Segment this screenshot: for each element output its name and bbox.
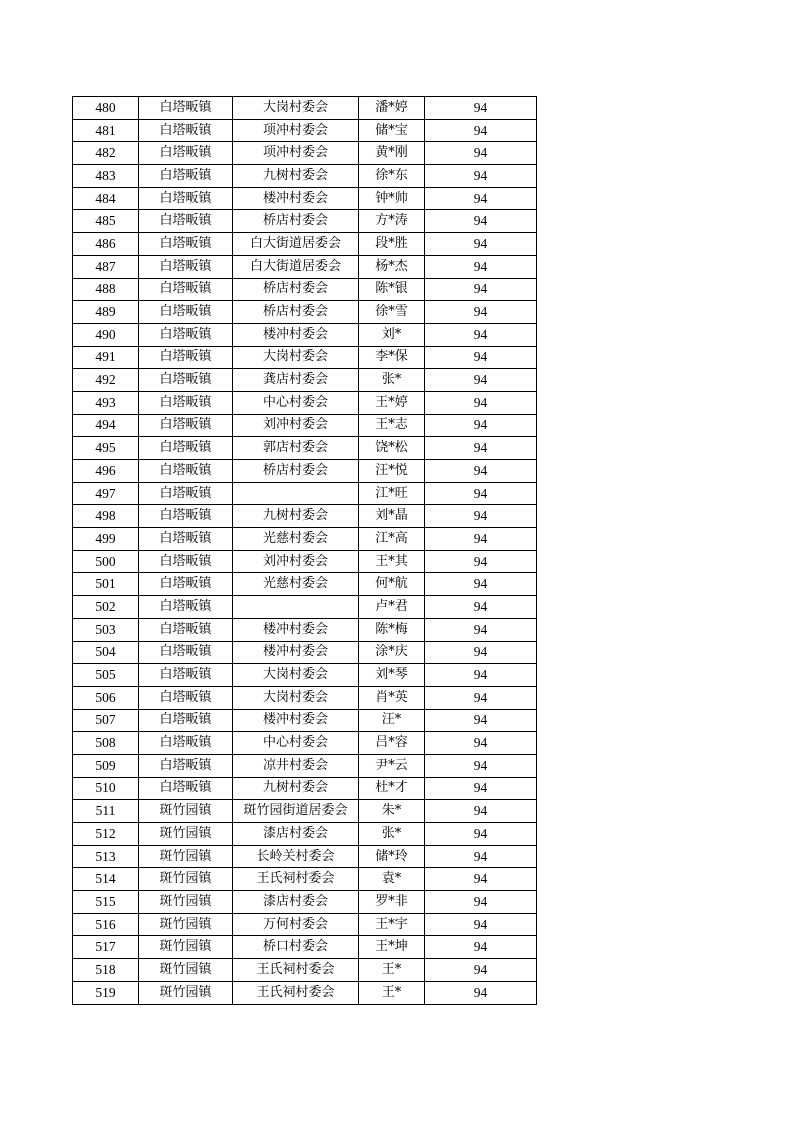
town-cell: 白塔畈镇 (139, 618, 233, 641)
person-name-cell: 陈*梅 (359, 618, 425, 641)
person-name-cell: 王*志 (359, 414, 425, 437)
score-cell: 94 (425, 709, 537, 732)
score-cell: 94 (425, 414, 537, 437)
table-row (73, 868, 537, 891)
score-cell: 94 (425, 97, 537, 120)
row-number-cell: 489 (73, 301, 139, 324)
table-row (73, 845, 537, 868)
row-number-cell: 506 (73, 686, 139, 709)
score-cell: 94 (425, 301, 537, 324)
village-cell: 中心村委会 (233, 391, 359, 414)
table-row (73, 278, 537, 301)
row-number-cell: 505 (73, 664, 139, 687)
village-cell: 楼冲村委会 (233, 618, 359, 641)
person-name-cell: 涂*庆 (359, 641, 425, 664)
table-row (73, 936, 537, 959)
village-cell: 桥店村委会 (233, 301, 359, 324)
town-cell: 白塔畈镇 (139, 709, 233, 732)
town-cell: 白塔畈镇 (139, 187, 233, 210)
row-number-cell: 500 (73, 550, 139, 573)
person-name-cell: 汪* (359, 709, 425, 732)
table-row (73, 709, 537, 732)
score-cell: 94 (425, 641, 537, 664)
table-row (73, 119, 537, 142)
village-cell: 王氏祠村委会 (233, 959, 359, 982)
score-cell: 94 (425, 482, 537, 505)
village-cell: 桥口村委会 (233, 936, 359, 959)
person-name-cell: 徐*雪 (359, 301, 425, 324)
town-cell: 斑竹园镇 (139, 936, 233, 959)
table-row (73, 981, 537, 1004)
table-row (73, 210, 537, 233)
score-cell: 94 (425, 664, 537, 687)
person-name-cell: 储*宝 (359, 119, 425, 142)
row-number-cell: 485 (73, 210, 139, 233)
town-cell: 白塔畈镇 (139, 210, 233, 233)
person-name-cell: 杜*才 (359, 777, 425, 800)
row-number-cell: 502 (73, 596, 139, 619)
town-cell: 白塔畈镇 (139, 641, 233, 664)
table-row (73, 913, 537, 936)
person-name-cell: 王* (359, 981, 425, 1004)
table-row (73, 142, 537, 165)
row-number-cell: 493 (73, 391, 139, 414)
score-cell: 94 (425, 391, 537, 414)
score-cell: 94 (425, 777, 537, 800)
row-number-cell: 515 (73, 891, 139, 914)
score-cell: 94 (425, 686, 537, 709)
table-row (73, 391, 537, 414)
village-cell: 项冲村委会 (233, 119, 359, 142)
town-cell: 斑竹园镇 (139, 800, 233, 823)
town-cell: 白塔畈镇 (139, 119, 233, 142)
village-cell: 白大街道居委会 (233, 233, 359, 256)
town-cell: 斑竹园镇 (139, 845, 233, 868)
table-row (73, 482, 537, 505)
village-cell: 楼冲村委会 (233, 187, 359, 210)
table-row (73, 596, 537, 619)
table-row (73, 165, 537, 188)
table-row (73, 641, 537, 664)
village-cell: 楼冲村委会 (233, 323, 359, 346)
village-cell: 长岭关村委会 (233, 845, 359, 868)
town-cell: 白塔畈镇 (139, 165, 233, 188)
person-name-cell: 饶*松 (359, 437, 425, 460)
town-cell: 白塔畈镇 (139, 437, 233, 460)
town-cell: 斑竹园镇 (139, 959, 233, 982)
score-cell: 94 (425, 346, 537, 369)
village-cell (233, 596, 359, 619)
score-cell: 94 (425, 460, 537, 483)
village-cell: 大岗村委会 (233, 346, 359, 369)
score-cell: 94 (425, 845, 537, 868)
village-cell: 桥店村委会 (233, 460, 359, 483)
person-name-cell: 刘* (359, 323, 425, 346)
score-cell: 94 (425, 142, 537, 165)
row-number-cell: 497 (73, 482, 139, 505)
score-cell: 94 (425, 369, 537, 392)
table-row (73, 323, 537, 346)
person-name-cell: 陈*银 (359, 278, 425, 301)
town-cell: 白塔畈镇 (139, 346, 233, 369)
town-cell: 白塔畈镇 (139, 142, 233, 165)
village-cell: 九树村委会 (233, 777, 359, 800)
score-cell: 94 (425, 754, 537, 777)
village-cell: 楼冲村委会 (233, 641, 359, 664)
table-row (73, 346, 537, 369)
village-cell: 凉井村委会 (233, 754, 359, 777)
village-cell: 楼冲村委会 (233, 709, 359, 732)
town-cell: 白塔畈镇 (139, 255, 233, 278)
person-name-cell: 黄*刚 (359, 142, 425, 165)
row-number-cell: 513 (73, 845, 139, 868)
village-cell: 万何村委会 (233, 913, 359, 936)
town-cell: 白塔畈镇 (139, 414, 233, 437)
village-cell: 王氏祠村委会 (233, 981, 359, 1004)
score-cell: 94 (425, 891, 537, 914)
town-cell: 白塔畈镇 (139, 369, 233, 392)
village-cell: 中心村委会 (233, 732, 359, 755)
town-cell: 白塔畈镇 (139, 482, 233, 505)
town-cell: 白塔畈镇 (139, 233, 233, 256)
village-cell: 刘冲村委会 (233, 550, 359, 573)
score-cell: 94 (425, 437, 537, 460)
table-row (73, 460, 537, 483)
table-row (73, 369, 537, 392)
row-number-cell: 514 (73, 868, 139, 891)
row-number-cell: 487 (73, 255, 139, 278)
village-cell: 白大街道居委会 (233, 255, 359, 278)
table-row (73, 97, 537, 120)
person-name-cell: 刘*晶 (359, 505, 425, 528)
village-cell (233, 482, 359, 505)
score-cell: 94 (425, 528, 537, 551)
score-cell: 94 (425, 913, 537, 936)
village-cell: 光慈村委会 (233, 528, 359, 551)
town-cell: 白塔畈镇 (139, 573, 233, 596)
person-name-cell: 朱* (359, 800, 425, 823)
person-name-cell: 张* (359, 369, 425, 392)
town-cell: 白塔畈镇 (139, 664, 233, 687)
score-cell: 94 (425, 981, 537, 1004)
person-name-cell: 王*婷 (359, 391, 425, 414)
village-cell: 大岗村委会 (233, 664, 359, 687)
row-number-cell: 491 (73, 346, 139, 369)
table-row (73, 437, 537, 460)
person-name-cell: 王*其 (359, 550, 425, 573)
row-number-cell: 517 (73, 936, 139, 959)
person-name-cell: 王* (359, 959, 425, 982)
score-cell: 94 (425, 187, 537, 210)
village-cell: 光慈村委会 (233, 573, 359, 596)
row-number-cell: 504 (73, 641, 139, 664)
table-row (73, 233, 537, 256)
table-row (73, 187, 537, 210)
town-cell: 斑竹园镇 (139, 823, 233, 846)
person-name-cell: 杨*杰 (359, 255, 425, 278)
town-cell: 白塔畈镇 (139, 550, 233, 573)
person-name-cell: 罗*非 (359, 891, 425, 914)
town-cell: 斑竹园镇 (139, 891, 233, 914)
row-number-cell: 519 (73, 981, 139, 1004)
table-row (73, 528, 537, 551)
row-number-cell: 498 (73, 505, 139, 528)
score-cell: 94 (425, 233, 537, 256)
person-name-cell: 袁* (359, 868, 425, 891)
village-cell: 漆店村委会 (233, 891, 359, 914)
person-name-cell: 钟*帅 (359, 187, 425, 210)
table-row (73, 414, 537, 437)
score-cell: 94 (425, 165, 537, 188)
score-cell: 94 (425, 323, 537, 346)
row-number-cell: 508 (73, 732, 139, 755)
person-name-cell: 储*玲 (359, 845, 425, 868)
score-cell: 94 (425, 255, 537, 278)
town-cell: 白塔畈镇 (139, 391, 233, 414)
row-number-cell: 490 (73, 323, 139, 346)
row-number-cell: 501 (73, 573, 139, 596)
row-number-cell: 503 (73, 618, 139, 641)
row-number-cell: 511 (73, 800, 139, 823)
person-name-cell: 张* (359, 823, 425, 846)
town-cell: 白塔畈镇 (139, 596, 233, 619)
village-cell: 王氏祠村委会 (233, 868, 359, 891)
village-cell: 龚店村委会 (233, 369, 359, 392)
table-row (73, 754, 537, 777)
score-cell: 94 (425, 959, 537, 982)
row-number-cell: 512 (73, 823, 139, 846)
roster-table-body (73, 97, 537, 1005)
town-cell: 白塔畈镇 (139, 97, 233, 120)
score-cell: 94 (425, 868, 537, 891)
person-name-cell: 何*航 (359, 573, 425, 596)
person-name-cell: 汪*悦 (359, 460, 425, 483)
person-name-cell: 江*高 (359, 528, 425, 551)
town-cell: 斑竹园镇 (139, 868, 233, 891)
village-cell: 郭店村委会 (233, 437, 359, 460)
person-name-cell: 肖*英 (359, 686, 425, 709)
score-cell: 94 (425, 278, 537, 301)
row-number-cell: 482 (73, 142, 139, 165)
person-name-cell: 方*涛 (359, 210, 425, 233)
town-cell: 白塔畈镇 (139, 323, 233, 346)
roster-table (72, 96, 537, 1005)
row-number-cell: 510 (73, 777, 139, 800)
town-cell: 斑竹园镇 (139, 913, 233, 936)
score-cell: 94 (425, 732, 537, 755)
row-number-cell: 518 (73, 959, 139, 982)
table-row (73, 301, 537, 324)
row-number-cell: 492 (73, 369, 139, 392)
score-cell: 94 (425, 119, 537, 142)
row-number-cell: 481 (73, 119, 139, 142)
table-row (73, 505, 537, 528)
person-name-cell: 卢*君 (359, 596, 425, 619)
table-row (73, 823, 537, 846)
person-name-cell: 徐*东 (359, 165, 425, 188)
village-cell: 九树村委会 (233, 505, 359, 528)
table-row (73, 618, 537, 641)
row-number-cell: 480 (73, 97, 139, 120)
table-row (73, 732, 537, 755)
table-row (73, 686, 537, 709)
village-cell: 桥店村委会 (233, 278, 359, 301)
person-name-cell: 吕*容 (359, 732, 425, 755)
town-cell: 白塔畈镇 (139, 505, 233, 528)
score-cell: 94 (425, 573, 537, 596)
person-name-cell: 王*坤 (359, 936, 425, 959)
table-row (73, 573, 537, 596)
person-name-cell: 江*旺 (359, 482, 425, 505)
row-number-cell: 494 (73, 414, 139, 437)
person-name-cell: 王*宇 (359, 913, 425, 936)
person-name-cell: 尹*云 (359, 754, 425, 777)
row-number-cell: 486 (73, 233, 139, 256)
town-cell: 白塔畈镇 (139, 732, 233, 755)
village-cell: 斑竹园街道居委会 (233, 800, 359, 823)
row-number-cell: 509 (73, 754, 139, 777)
score-cell: 94 (425, 210, 537, 233)
table-row (73, 255, 537, 278)
table-row (73, 777, 537, 800)
score-cell: 94 (425, 800, 537, 823)
town-cell: 白塔畈镇 (139, 278, 233, 301)
village-cell: 大岗村委会 (233, 97, 359, 120)
town-cell: 斑竹园镇 (139, 981, 233, 1004)
person-name-cell: 李*保 (359, 346, 425, 369)
person-name-cell: 潘*婷 (359, 97, 425, 120)
table-row (73, 550, 537, 573)
score-cell: 94 (425, 936, 537, 959)
village-cell: 大岗村委会 (233, 686, 359, 709)
score-cell: 94 (425, 550, 537, 573)
table-row (73, 891, 537, 914)
village-cell: 漆店村委会 (233, 823, 359, 846)
village-cell: 刘冲村委会 (233, 414, 359, 437)
row-number-cell: 484 (73, 187, 139, 210)
row-number-cell: 483 (73, 165, 139, 188)
person-name-cell: 段*胜 (359, 233, 425, 256)
town-cell: 白塔畈镇 (139, 754, 233, 777)
town-cell: 白塔畈镇 (139, 460, 233, 483)
row-number-cell: 516 (73, 913, 139, 936)
score-cell: 94 (425, 823, 537, 846)
town-cell: 白塔畈镇 (139, 528, 233, 551)
person-name-cell: 刘*琴 (359, 664, 425, 687)
town-cell: 白塔畈镇 (139, 301, 233, 324)
table-row (73, 800, 537, 823)
score-cell: 94 (425, 618, 537, 641)
row-number-cell: 499 (73, 528, 139, 551)
score-cell: 94 (425, 505, 537, 528)
town-cell: 白塔畈镇 (139, 686, 233, 709)
row-number-cell: 495 (73, 437, 139, 460)
village-cell: 项冲村委会 (233, 142, 359, 165)
village-cell: 九树村委会 (233, 165, 359, 188)
score-cell: 94 (425, 596, 537, 619)
town-cell: 白塔畈镇 (139, 777, 233, 800)
row-number-cell: 488 (73, 278, 139, 301)
table-row (73, 664, 537, 687)
row-number-cell: 496 (73, 460, 139, 483)
village-cell: 桥店村委会 (233, 210, 359, 233)
row-number-cell: 507 (73, 709, 139, 732)
table-row (73, 959, 537, 982)
